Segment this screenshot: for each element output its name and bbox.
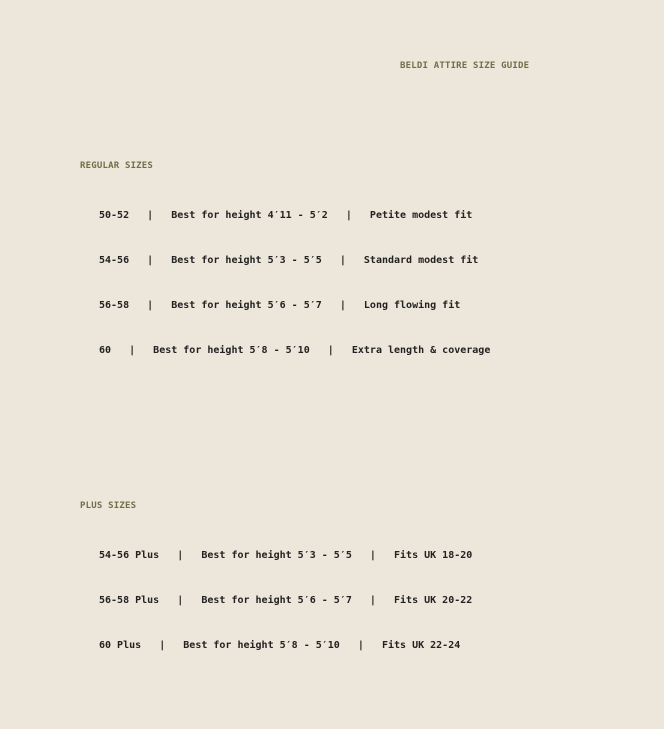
plus-sizes-heading: PLUS SIZES <box>80 501 137 511</box>
regular-size-row-60: 60 | Best for height 5′8 - 5′10 | Extra length & coverage <box>99 345 491 356</box>
regular-size-row-56-58: 56-58 | Best for height 5′6 - 5′7 | Long flowing fit <box>99 300 461 311</box>
plus-size-row-56-58: 56-58 Plus | Best for height 5′6 - 5′7 | Fits UK 20-22 <box>99 595 473 606</box>
regular-size-row-50-52: 50-52 | Best for height 4′11 - 5′2 | Petite modest fit <box>99 210 473 221</box>
plus-size-row-60: 60 Plus | Best for height 5′8 - 5′10 | Fits UK 22-24 <box>99 640 461 651</box>
page-title: BELDI ATTIRE SIZE GUIDE <box>400 61 530 71</box>
regular-sizes-heading: REGULAR SIZES <box>80 161 154 171</box>
plus-size-row-54-56: 54-56 Plus | Best for height 5′3 - 5′5 | Fits UK 18-20 <box>99 550 473 561</box>
regular-size-row-54-56: 54-56 | Best for height 5′3 - 5′5 | Standard modest fit <box>99 255 479 266</box>
